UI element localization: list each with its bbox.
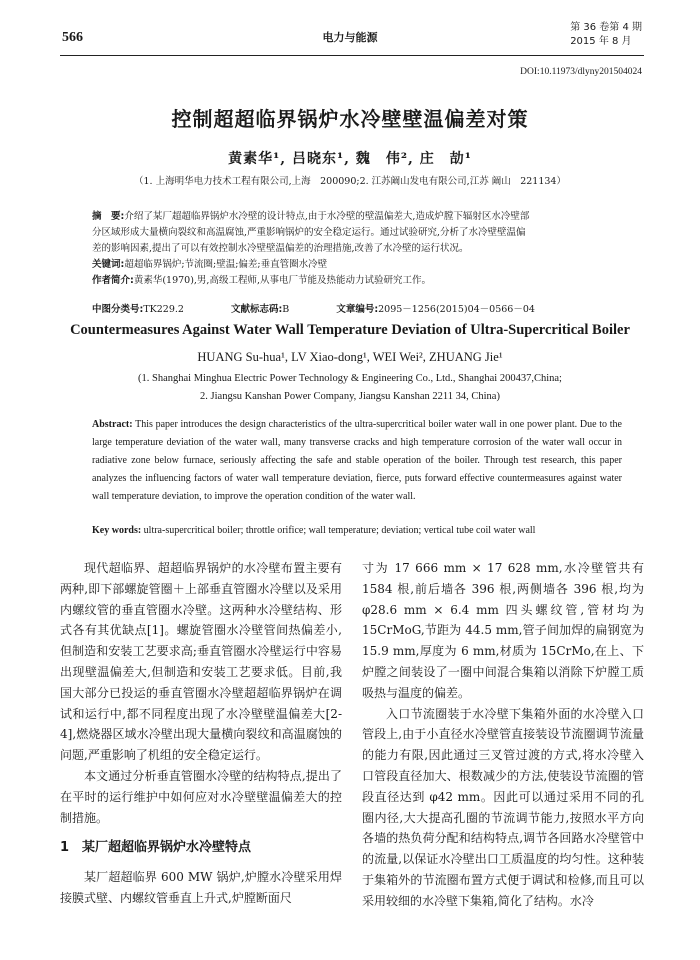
abstract-en bbox=[92, 416, 622, 506]
author-bio-label: 作者简介: bbox=[92, 275, 134, 286]
abstract-en-text: This paper introduces the design characteristics of the ultra-supercritical boiler water wall in one power plant. Due to the large temperature deviation of the water wall, many transverse cracks and high temperature corrosion of the water wall occur in radiative zone below furnace, seriously affecting the safe and stable operation of the boiler. Through test research, this paper analyzes the influencing factors of water wall temperature deviation, fierce, puts forward effective countermeasures against water wall temperature deviation, to improve the operation condition of the water wall. bbox=[92, 419, 622, 502]
journal-issue bbox=[570, 21, 642, 49]
classification-row bbox=[92, 301, 579, 315]
authors-cn: 黄素华¹, 吕晓东¹, 魏 伟², 庄 劼¹ bbox=[228, 151, 472, 167]
author-bio: 黄素华(1970),男,高级工程师,从事电厂节能及热能动力试验研究工作。 bbox=[133, 275, 431, 286]
issue-date: 2015 年 8 月 bbox=[570, 36, 632, 47]
affiliation-en-line: (1. Shanghai Minghua Electric Power Technology & Engineering Co., Ltd., Shanghai 200437,China; bbox=[138, 373, 562, 384]
abstract-en-label: Abstract: bbox=[92, 419, 133, 430]
section-heading: 1 某厂超超临界锅炉水冷壁特点 bbox=[60, 840, 252, 856]
title-en: Countermeasures Against Water Wall Temperature Deviation of Ultra-Supercritical Boiler bbox=[70, 322, 630, 338]
body-paragraph: 寸为 17 666 mm × 17 628 mm,水冷壁管共有 1584 根,前后墙各 396 根,两侧墙各 396 根,均为 φ28.6 mm × 6.4 mm 四头螺纹管,管材均为 15CrMoG,节距为 44.5 mm,管子间加焊的扁钢宽为 15.9 mm,厚度为 6 mm,材质为 15CrMo,在上、下炉膛之间装设了一圈中间混合集箱以消除下炉膛工质吸热与温度的偏差。 bbox=[362, 561, 644, 700]
abstract-cn-line: 介绍了某厂超超临界锅炉水冷壁的设计特点,由于水冷壁的壁温偏差大,造成炉膛下辐射区水冷壁部 bbox=[124, 211, 530, 222]
abstract-cn-label: 摘 要: bbox=[92, 211, 125, 222]
body-paragraph: 入口节流圈装于水冷壁下集箱外面的水冷壁入口管段上,由于小直径水冷壁管直接装设节流圈调节流量的能力有限,因此通过三叉管过渡的方式,将水冷壁入口管段直径加大、根数减少的方法,使装设节流圈的管段直径达到 φ42 mm。因此可以通过采用不同的孔圈内径,大大提高孔圈的节流调节能力,按照水平方向各墙的热负荷分配和结构特点,调节各回路水冷壁管中的流量,以保证水冷壁出口工质温度的均匀性。这种装于集箱外的节流圈布置方式便于调试和检修,而且可以采用较细的水冷壁下集箱,简化了结构。水冷 bbox=[362, 706, 644, 908]
article-no-label: 文章编号: bbox=[336, 304, 379, 315]
body-paragraph: 某厂超超临界 600 MW 锅炉,炉膛水冷壁采用焊接膜式壁、内螺纹管垂直上升式,炉膛断面尺 bbox=[60, 870, 342, 905]
keywords-en-label: Key words: bbox=[92, 525, 142, 536]
doc-code-label: 文献标志码: bbox=[230, 304, 283, 315]
abstract-cn bbox=[92, 209, 622, 289]
authors-en: HUANG Su-hua¹, LV Xiao-dong¹, WEI Wei², ZHUANG Jie¹ bbox=[197, 350, 503, 364]
abstract-cn-line: 差的影响因素,提出了可以有效控制水冷壁壁温偏差的治理措施,改善了水冷壁的运行状况。 bbox=[92, 243, 469, 254]
affiliations-cn: （1. 上海明华电力技术工程有限公司,上海 200090;2. 江苏阚山发电有限公司,江苏 阚山 221134） bbox=[134, 176, 566, 187]
keywords-cn-label: 关键词: bbox=[92, 259, 125, 270]
doi: DOI:10.11973/dlyny201504024 bbox=[520, 67, 642, 77]
abstract-cn-line: 分区域形成大量横向裂纹和高温腐蚀,严重影响锅炉的安全稳定运行。通过试验研究,分析了水冷壁壁温偏 bbox=[92, 227, 526, 238]
keywords-en-row bbox=[92, 525, 652, 536]
volume-label: 第 36 卷第 4 期 bbox=[570, 22, 642, 33]
body-paragraph: 现代超临界、超超临界锅炉的水冷壁布置主要有两种,即下部螺旋管圈＋上部垂直管圈水冷壁以及采用内螺纹管的垂直管圈水冷壁。这两种水冷壁结构、形式各有其优缺点[1]。螺旋管圈水冷壁管间热偏差小,但制造和安装工艺要求高;垂直管圈水冷壁运行中容易出现壁温偏差大,但制造和安装工艺要求低。目前,我国大部分已投运的垂直管圈水冷壁超超临界锅炉在调试和运行中,都不同程度出现了水冷壁壁温偏差大[2-4],燃烧器区域水冷壁出现大量横向裂纹和高温腐蚀的问题,严重影响了机组的安全稳定运行。 bbox=[60, 561, 342, 763]
keywords-cn: 超超临界锅炉;节流圈;壁温;偏差;垂直管圈水冷壁 bbox=[124, 259, 328, 270]
article-no-value: 2095－1256(2015)04－0566－04 bbox=[378, 304, 535, 315]
doc-code-value: B bbox=[282, 304, 290, 315]
title-cn: 控制超超临界锅炉水冷壁壁温偏差对策 bbox=[171, 107, 529, 131]
page-number: 566 bbox=[62, 30, 83, 45]
keywords-en: ultra-supercritical boiler; throttle orifice; wall temperature; deviation; vertical tube coil water wall bbox=[143, 525, 536, 536]
body-paragraph: 本文通过分析垂直管圈水冷壁的结构特点,提出了在平时的运行维护中如何应对水冷壁壁温偏差大的控制措施。 bbox=[60, 768, 342, 825]
clc-label: 中图分类号: bbox=[92, 304, 144, 315]
header-rule bbox=[60, 55, 644, 56]
affiliation-en-line: 2. Jiangsu Kanshan Power Company, Jiangsu Kanshan 2211 34, China) bbox=[200, 391, 500, 402]
clc-value: TK229.2 bbox=[143, 304, 184, 315]
body-left-column bbox=[60, 558, 342, 909]
body-right-column bbox=[362, 558, 644, 912]
journal-name: 电力与能源 bbox=[322, 31, 378, 44]
